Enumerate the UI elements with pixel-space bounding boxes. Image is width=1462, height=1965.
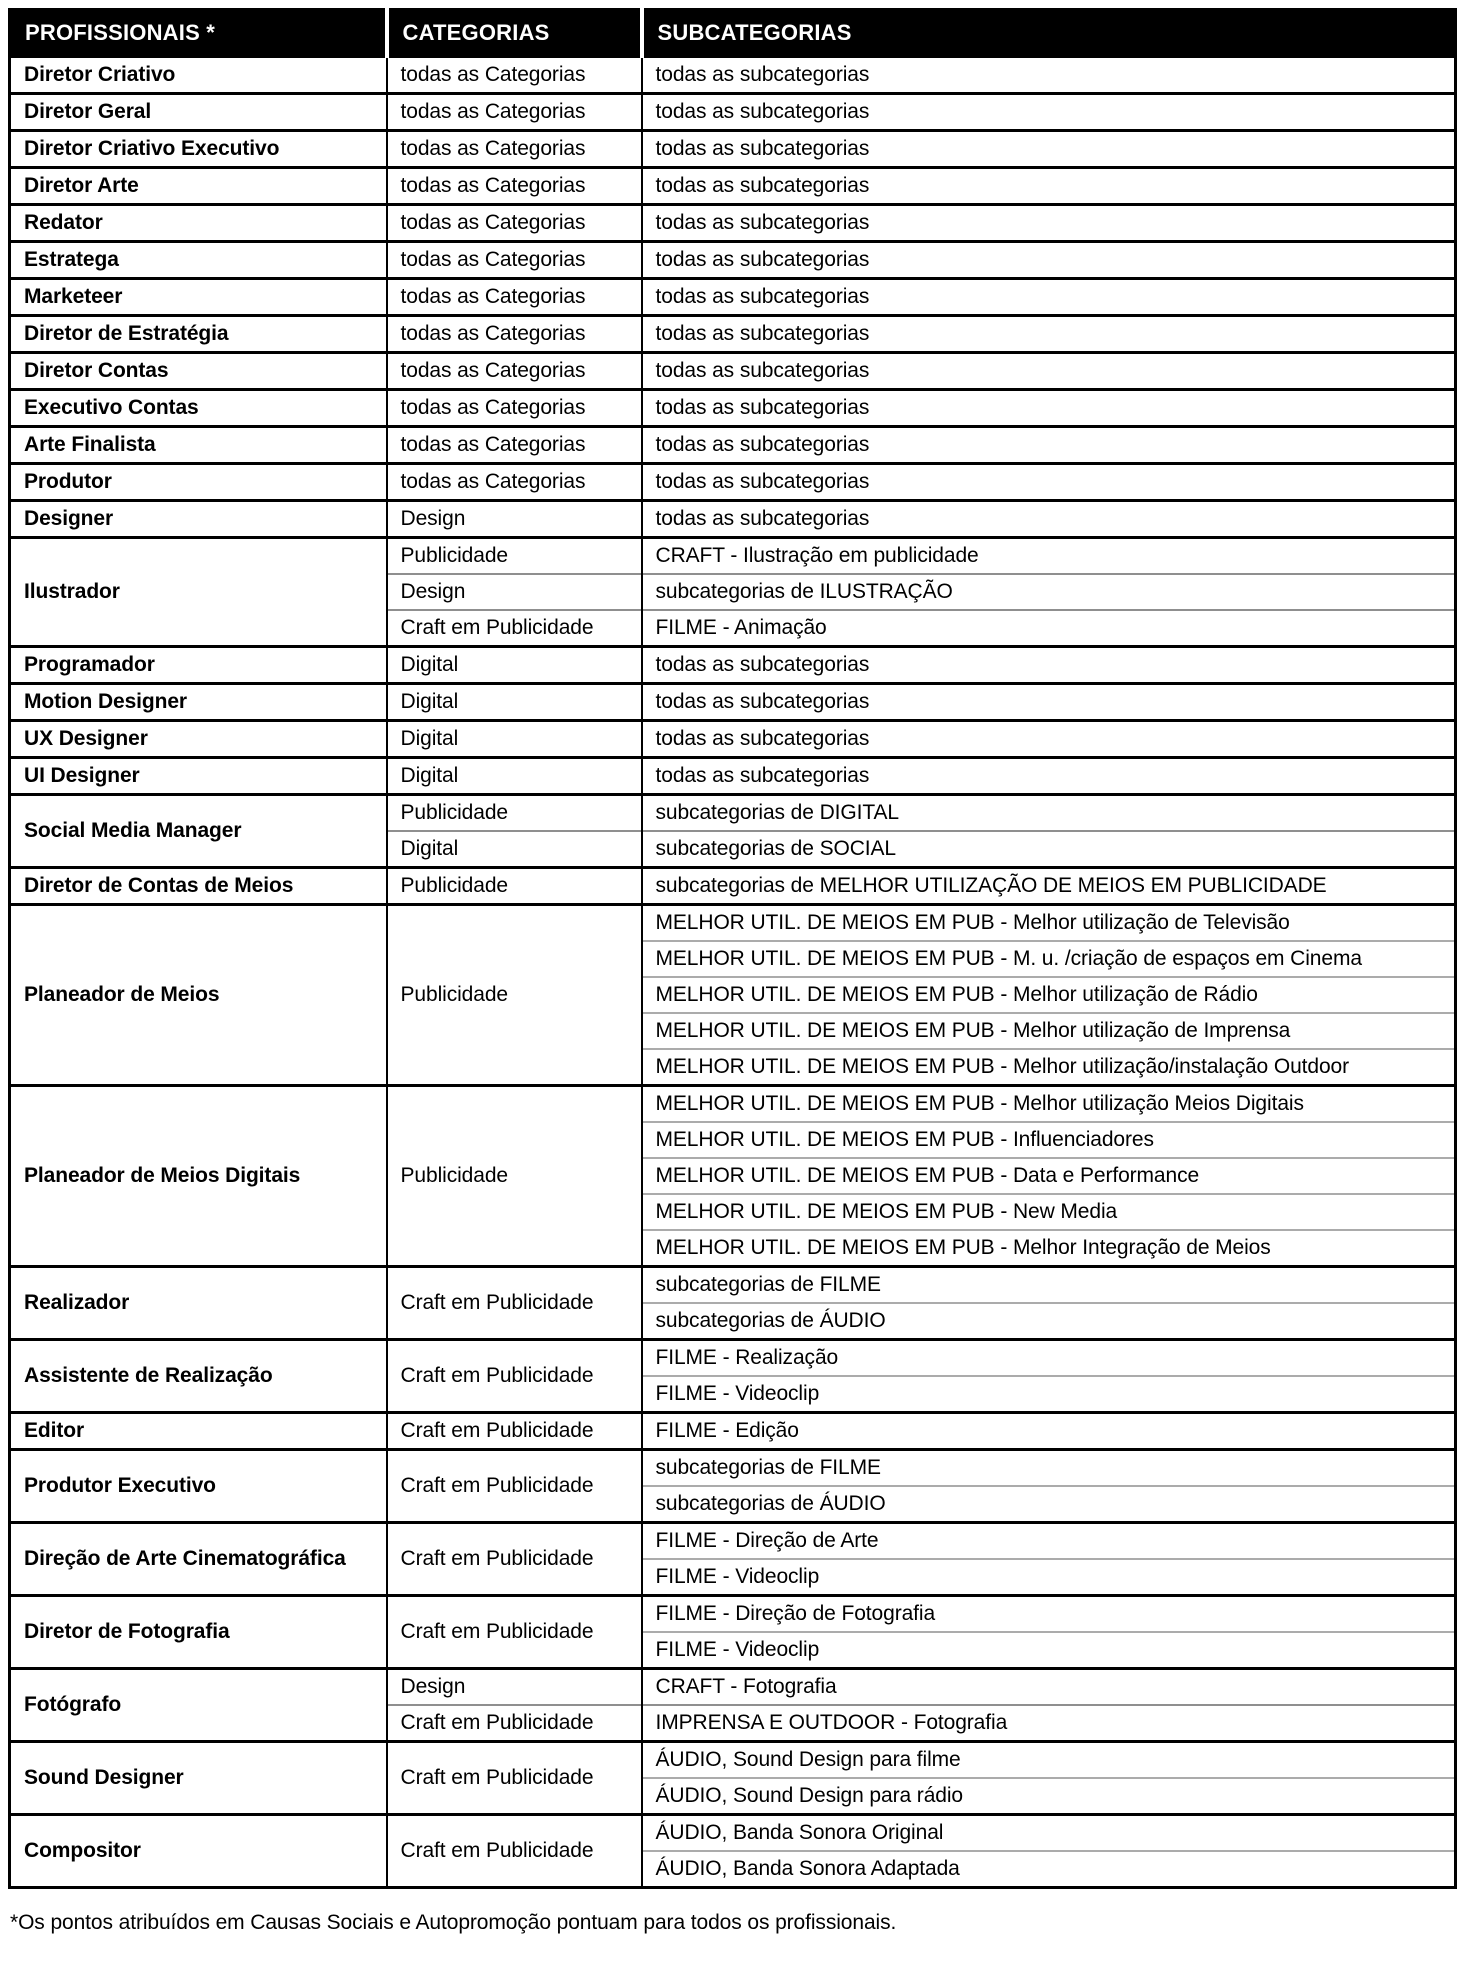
table-row	[10, 205, 1456, 242]
category-cell: todas as Categorias	[387, 94, 642, 131]
subcategory-cell: MELHOR UTIL. DE MEIOS EM PUB - New Media	[642, 1194, 1456, 1230]
professional-cell: Designer	[10, 501, 387, 538]
subcategory-cell: MELHOR UTIL. DE MEIOS EM PUB - Melhor utilização de Rádio	[642, 977, 1456, 1013]
professional-cell: Programador	[10, 647, 387, 684]
category-cell: todas as Categorias	[387, 57, 642, 94]
subcategory-cell: subcategorias de ILUSTRAÇÃO	[642, 574, 1456, 610]
table-row	[10, 721, 1456, 758]
category-cell: Design	[387, 501, 642, 538]
table-row	[10, 242, 1456, 279]
professional-cell: Diretor Arte	[10, 168, 387, 205]
professional-cell: Diretor Criativo	[10, 57, 387, 94]
footnote: *Os pontos atribuídos em Causas Sociais e Autopromoção pontuam para todos os profissionais.	[10, 1911, 897, 1934]
category-cell: todas as Categorias	[387, 316, 642, 353]
table-row	[10, 1340, 1456, 1377]
category-cell: Craft em Publicidade	[387, 1413, 642, 1450]
category-cell: Craft em Publicidade	[387, 1705, 642, 1742]
subcategory-cell: FILME - Videoclip	[642, 1632, 1456, 1669]
professional-cell: Produtor	[10, 464, 387, 501]
subcategory-cell: CRAFT - Fotografia	[642, 1669, 1456, 1706]
table-header	[10, 10, 1456, 57]
subcategory-cell: CRAFT - Ilustração em publicidade	[642, 538, 1456, 575]
professional-cell: Assistente de Realização	[10, 1340, 387, 1413]
subcategory-cell: subcategorias de ÁUDIO	[642, 1303, 1456, 1340]
table-row	[10, 131, 1456, 168]
subcategory-cell: todas as subcategorias	[642, 131, 1456, 168]
category-cell: Craft em Publicidade	[387, 610, 642, 647]
professional-cell: Estratega	[10, 242, 387, 279]
category-cell: todas as Categorias	[387, 279, 642, 316]
table-row	[10, 1523, 1456, 1560]
professional-cell: Sound Designer	[10, 1742, 387, 1815]
subcategory-cell: FILME - Videoclip	[642, 1376, 1456, 1413]
table-row	[10, 538, 1456, 575]
table-row	[10, 94, 1456, 131]
professional-cell: Diretor Criativo Executivo	[10, 131, 387, 168]
subcategory-cell: ÁUDIO, Banda Sonora Original	[642, 1815, 1456, 1852]
professional-cell: Planeador de Meios	[10, 905, 387, 1086]
category-cell: Publicidade	[387, 1086, 642, 1267]
header-cell-profissionais: PROFISSIONAIS *	[10, 10, 387, 57]
professional-cell: Editor	[10, 1413, 387, 1450]
table-body	[10, 57, 1456, 1888]
subcategory-cell: MELHOR UTIL. DE MEIOS EM PUB - Influenciadores	[642, 1122, 1456, 1158]
professional-cell: Diretor Contas	[10, 353, 387, 390]
header-cell-categorias: CATEGORIAS	[387, 10, 642, 57]
category-cell: Digital	[387, 831, 642, 868]
professional-cell: Produtor Executivo	[10, 1450, 387, 1523]
category-cell: Craft em Publicidade	[387, 1267, 642, 1340]
category-cell: Publicidade	[387, 795, 642, 832]
category-cell: Craft em Publicidade	[387, 1523, 642, 1596]
category-cell: Craft em Publicidade	[387, 1340, 642, 1413]
subcategory-cell: subcategorias de FILME	[642, 1267, 1456, 1304]
subcategory-cell: FILME - Realização	[642, 1340, 1456, 1377]
table-row	[10, 1086, 1456, 1123]
professional-cell: Realizador	[10, 1267, 387, 1340]
category-cell: Digital	[387, 721, 642, 758]
category-cell: todas as Categorias	[387, 353, 642, 390]
subcategory-cell: FILME - Videoclip	[642, 1559, 1456, 1596]
subcategory-cell: ÁUDIO, Banda Sonora Adaptada	[642, 1851, 1456, 1888]
category-cell: Craft em Publicidade	[387, 1815, 642, 1888]
table-row	[10, 353, 1456, 390]
subcategory-cell: todas as subcategorias	[642, 390, 1456, 427]
subcategory-cell: MELHOR UTIL. DE MEIOS EM PUB - Melhor utilização de Televisão	[642, 905, 1456, 942]
subcategory-cell: todas as subcategorias	[642, 464, 1456, 501]
subcategory-cell: MELHOR UTIL. DE MEIOS EM PUB - Melhor Integração de Meios	[642, 1230, 1456, 1267]
category-cell: Design	[387, 1669, 642, 1706]
table-row	[10, 1267, 1456, 1304]
professional-cell: UX Designer	[10, 721, 387, 758]
table-row	[10, 1815, 1456, 1852]
table-row	[10, 427, 1456, 464]
subcategory-cell: todas as subcategorias	[642, 279, 1456, 316]
professional-cell: Ilustrador	[10, 538, 387, 647]
table-row	[10, 501, 1456, 538]
table-row	[10, 464, 1456, 501]
table-row	[10, 1669, 1456, 1706]
subcategory-cell: todas as subcategorias	[642, 684, 1456, 721]
professional-cell: Direção de Arte Cinematográfica	[10, 1523, 387, 1596]
subcategory-cell: todas as subcategorias	[642, 316, 1456, 353]
professional-cell: Diretor de Estratégia	[10, 316, 387, 353]
table-row	[10, 279, 1456, 316]
professional-cell: Executivo Contas	[10, 390, 387, 427]
professional-cell: UI Designer	[10, 758, 387, 795]
category-cell: todas as Categorias	[387, 131, 642, 168]
table-row	[10, 390, 1456, 427]
category-cell: Craft em Publicidade	[387, 1596, 642, 1669]
category-cell: Design	[387, 574, 642, 610]
subcategory-cell: subcategorias de ÁUDIO	[642, 1486, 1456, 1523]
professional-cell: Diretor de Fotografia	[10, 1596, 387, 1669]
professional-cell: Motion Designer	[10, 684, 387, 721]
category-cell: todas as Categorias	[387, 242, 642, 279]
subcategory-cell: todas as subcategorias	[642, 647, 1456, 684]
table-row	[10, 868, 1456, 905]
table-row	[10, 1596, 1456, 1633]
subcategory-cell: MELHOR UTIL. DE MEIOS EM PUB - Melhor utilização de Imprensa	[642, 1013, 1456, 1049]
category-cell: Publicidade	[387, 538, 642, 575]
subcategory-cell: todas as subcategorias	[642, 427, 1456, 464]
category-cell: Digital	[387, 684, 642, 721]
subcategory-cell: todas as subcategorias	[642, 205, 1456, 242]
professionals-categories-table	[8, 8, 1457, 1889]
table-row	[10, 57, 1456, 94]
category-cell: todas as Categorias	[387, 168, 642, 205]
subcategory-cell: todas as subcategorias	[642, 168, 1456, 205]
subcategory-cell: MELHOR UTIL. DE MEIOS EM PUB - Data e Performance	[642, 1158, 1456, 1194]
subcategory-cell: todas as subcategorias	[642, 501, 1456, 538]
table-row	[10, 684, 1456, 721]
professional-cell: Planeador de Meios Digitais	[10, 1086, 387, 1267]
table-row	[10, 1450, 1456, 1487]
subcategory-cell: FILME - Edição	[642, 1413, 1456, 1450]
subcategory-cell: ÁUDIO, Sound Design para rádio	[642, 1778, 1456, 1815]
subcategory-cell: subcategorias de MELHOR UTILIZAÇÃO DE MEIOS EM PUBLICIDADE	[642, 868, 1456, 905]
professional-cell: Redator	[10, 205, 387, 242]
header-row	[10, 10, 1456, 57]
table-row	[10, 1742, 1456, 1779]
professional-cell: Social Media Manager	[10, 795, 387, 868]
table-row	[10, 168, 1456, 205]
subcategory-cell: subcategorias de SOCIAL	[642, 831, 1456, 868]
subcategory-cell: subcategorias de DIGITAL	[642, 795, 1456, 832]
header-cell-subcategorias: SUBCATEGORIAS	[642, 10, 1456, 57]
table-row	[10, 647, 1456, 684]
professional-cell: Diretor de Contas de Meios	[10, 868, 387, 905]
category-cell: Digital	[387, 758, 642, 795]
subcategory-cell: MELHOR UTIL. DE MEIOS EM PUB - M. u. /criação de espaços em Cinema	[642, 941, 1456, 977]
subcategory-cell: todas as subcategorias	[642, 758, 1456, 795]
subcategory-cell: ÁUDIO, Sound Design para filme	[642, 1742, 1456, 1779]
category-cell: todas as Categorias	[387, 464, 642, 501]
subcategory-cell: todas as subcategorias	[642, 242, 1456, 279]
professional-cell: Arte Finalista	[10, 427, 387, 464]
category-cell: todas as Categorias	[387, 427, 642, 464]
subcategory-cell: MELHOR UTIL. DE MEIOS EM PUB - Melhor utilização/instalação Outdoor	[642, 1049, 1456, 1086]
category-cell: todas as Categorias	[387, 205, 642, 242]
professional-cell: Marketeer	[10, 279, 387, 316]
subcategory-cell: FILME - Direção de Fotografia	[642, 1596, 1456, 1633]
table-row	[10, 905, 1456, 942]
category-cell: Craft em Publicidade	[387, 1450, 642, 1523]
table-row	[10, 316, 1456, 353]
professional-cell: Fotógrafo	[10, 1669, 387, 1742]
category-cell: Publicidade	[387, 868, 642, 905]
subcategory-cell: FILME - Direção de Arte	[642, 1523, 1456, 1560]
subcategory-cell: IMPRENSA E OUTDOOR - Fotografia	[642, 1705, 1456, 1742]
table-row	[10, 1413, 1456, 1450]
category-cell: todas as Categorias	[387, 390, 642, 427]
category-cell: Digital	[387, 647, 642, 684]
category-cell: Publicidade	[387, 905, 642, 1086]
subcategory-cell: todas as subcategorias	[642, 353, 1456, 390]
subcategory-cell: todas as subcategorias	[642, 57, 1456, 94]
subcategory-cell: FILME - Animação	[642, 610, 1456, 647]
subcategory-cell: todas as subcategorias	[642, 721, 1456, 758]
table-row	[10, 758, 1456, 795]
professional-cell: Compositor	[10, 1815, 387, 1888]
category-cell: Craft em Publicidade	[387, 1742, 642, 1815]
subcategory-cell: todas as subcategorias	[642, 94, 1456, 131]
professional-cell: Diretor Geral	[10, 94, 387, 131]
subcategory-cell: subcategorias de FILME	[642, 1450, 1456, 1487]
subcategory-cell: MELHOR UTIL. DE MEIOS EM PUB - Melhor utilização Meios Digitais	[642, 1086, 1456, 1123]
table-row	[10, 795, 1456, 832]
